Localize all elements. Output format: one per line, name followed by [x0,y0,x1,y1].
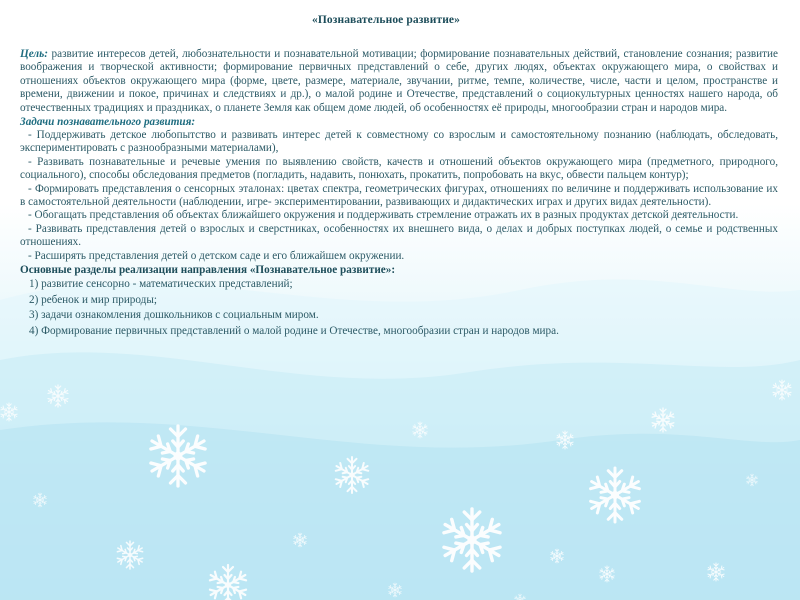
snowflake-icon [334,457,370,493]
sections-heading: Основные разделы реализации направления «Познавательное развитие»: [20,264,396,277]
snowflake-icon [514,594,526,600]
section-item: 3) задачи ознакомления дошкольников с социальным миром. [29,309,319,322]
snowflake-icon [441,509,502,571]
snowflake-icon [599,566,615,582]
slide-title: «Познавательное развитие» [312,14,460,26]
snowflake-icon [148,426,207,486]
task-item: - Поддерживать детское любопытство и развивать интерес детей к совместному со взрослым и самостоятельному познанию (наблюдать, обследовать, экспериментировать с разнообразными материалами), [20,129,778,155]
snowflake-icon [588,468,642,522]
snowflake-icon [651,408,675,432]
slide-content [20,14,778,339]
task-item: - Формировать представления о сенсорных эталонах: цветах спектра, геометрических фигурах, отношениях по величине и поддерживать использование их в самостоятельной деятельности (наблюдении, игре- экспериментировании, развивающих и дидактических играх и других видах деятельности). [20,182,778,209]
task-item: - Обогащать представления об объектах ближайшего окружения и поддерживать стремление отражать их в разных продуктах детской деятельности. [28,209,739,222]
section-item: 2) ребенок и мир природы; [29,293,157,306]
snowflake-icon [550,549,564,563]
section-item: 1) развитие сенсорно - математических представлений; [29,278,293,291]
snowflake-icon [388,583,402,597]
snowflake-icon [47,385,69,407]
snowflake-icon [0,403,18,421]
snowflake-icon [707,563,725,581]
task-item: - Развивать познавательные и речевые умения по выявлению свойств, качеств и отношений объектов окружающего мира (предметного, природного, социального), способы обследования предметов (погладить, надавить, понюхать, прокатить, попробовать на вкус, обвести пальцем контур); [20,155,778,182]
snowflake-icon [772,380,792,400]
snowflake-icon [556,431,574,449]
task-item: - Развивать представления детей о взрослых и сверстниках, особенностях их внешнего вида, о делах и добрых поступках людей, о семье и родственных отношениях. [20,222,778,249]
snowflake-icon [116,541,144,569]
tasks-heading: Задачи познавательного развития: [20,116,196,129]
snowflake-icon [412,422,428,438]
task-item: - Расширять представления детей о детском саде и его ближайшем окружении. [28,249,405,262]
goal-paragraph [20,48,778,115]
snowflake-icon [33,493,47,507]
snowflake-icon [746,474,758,486]
snowflake-icon [293,533,307,547]
goal-text: развитие интересов детей, любознательности и познавательной мотивации; формирование познавательных действий, становление сознания; развитие воображения и творческой активности; формирование первичных представлений о себе, других людях, объектах окружающего мира, о свойствах и отношениях объектов окружающего мира (форме, цвете, размере, материале, звучании, ритме, темпе, количестве, числе, части и целом, пространстве и времени, движении и покое, причинах и следствиях и др.), о малой родине и Отечестве, представлений о социокультурных ценностях нашего народа, об отечественных традициях и праздниках, о планете Земля как общем доме людей, об особенностях её природы, многообразии стран и народов мира. [20,48,779,114]
section-item: 4) Формирование первичных представлений о малой родине и Отечестве, многообразии стран и народов мира. [29,324,559,337]
snowflake-icon [208,565,248,600]
goal-label: Цель: [20,48,48,60]
